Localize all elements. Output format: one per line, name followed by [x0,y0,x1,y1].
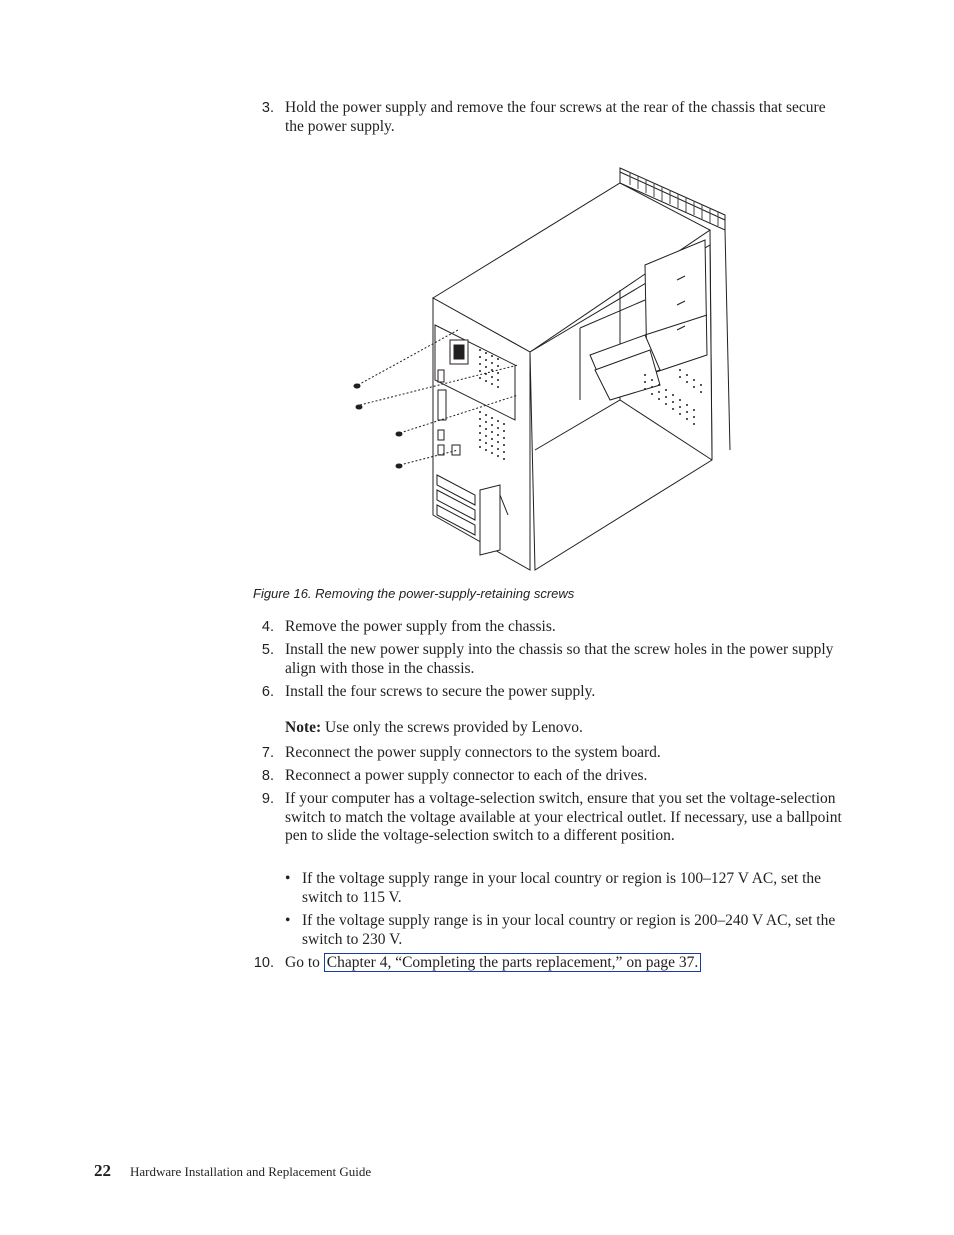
step-text: If your computer has a voltage-selection switch, ensure that you set the voltage-selection switch to match the voltage available at your electrical outlet. If necessary, use a ballpoint pen to slide the voltage-selection switch to a different position. [285,790,842,844]
note [285,719,583,737]
step-text: Reconnect a power supply connector to each of the drives. [285,767,648,784]
chapter-4-link[interactable]: Chapter 4, “Completing the parts replacement,” on page 37. [324,953,701,972]
step-number: 5. [261,642,274,658]
step-number: 7. [261,745,274,761]
bullet-marker: • [285,870,291,887]
step-number: 4. [261,619,274,635]
step-number: 8. [261,768,274,784]
step-number: 9. [261,791,274,807]
note-label: Note: [285,719,322,736]
figure-caption: Figure 16. Removing the power-supply-retaining screws [253,586,575,601]
step-text: Install the four screws to secure the power supply. [285,683,596,700]
chassis-illustration [340,160,740,575]
step-text-prefix: Go to [285,954,324,971]
step-text: Install the new power supply into the chassis so that the screw holes in the power supply align with those in the chassis. [285,641,834,677]
step-text [285,954,845,973]
note-text: Use only the screws provided by Lenovo. [325,719,583,736]
step-number: 10. [253,955,274,971]
bullet-text: If the voltage supply range in your local country or region is 100–127 V AC, set the switch to 115 V. [302,870,822,906]
step-text: Reconnect the power supply connectors to the system board. [285,744,661,761]
step-number: 3. [261,100,274,116]
page-number: 22 [94,1161,111,1180]
step-text: Hold the power supply and remove the four screws at the rear of the chassis that secure the power supply. [285,99,826,135]
bullet-text: If the voltage supply range is in your local country or region is 200–240 V AC, set the switch to 230 V. [302,912,836,948]
step-text: Remove the power supply from the chassis. [285,618,556,635]
footer-title: Hardware Installation and Replacement Guide [130,1164,372,1179]
step-number: 6. [261,684,274,700]
bullet-marker: • [285,912,291,929]
